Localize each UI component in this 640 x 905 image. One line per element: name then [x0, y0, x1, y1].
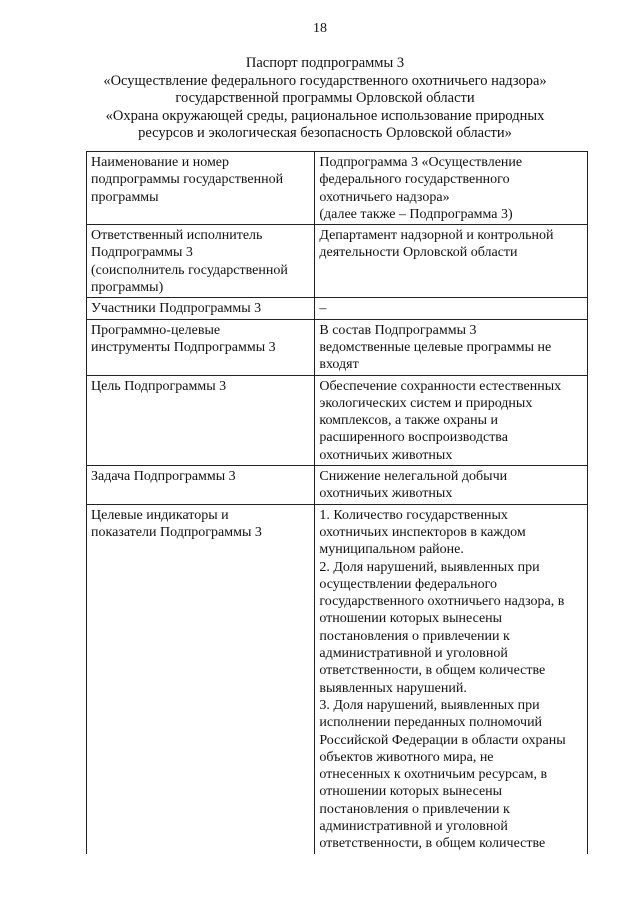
- row-value-line: постановления о привлечении к: [319, 801, 510, 817]
- row-value-line: отношении которых вынесены: [319, 611, 503, 627]
- title-line: ресурсов и экологическая безопасность Орловской области»: [138, 125, 512, 141]
- row-value-line: 2. Доля нарушений, выявленных при: [319, 559, 540, 575]
- row-value-line: В состав Подпрограммы 3: [319, 322, 477, 338]
- row-label-line: показатели Подпрограммы 3: [91, 524, 262, 540]
- row-value-line: Российской Федерации в области охраны: [319, 732, 566, 748]
- row-value-line: отнесенных к охотничьим ресурсам, в: [319, 767, 548, 783]
- row-value-line: Обеспечение сохранности естественных: [319, 378, 562, 394]
- row-value-line: (далее также – Подпрограмма 3): [319, 206, 513, 222]
- passport-table: [86, 151, 588, 854]
- row-value-line: ответственности, в общем количестве: [319, 663, 546, 679]
- row-value-line: расширенного воспроизводства: [319, 430, 508, 446]
- row-label-line: программы): [91, 280, 164, 296]
- row-value-line: ведомственные целевые программы не: [319, 339, 552, 355]
- row-value-line: осуществлении федерального: [319, 576, 498, 592]
- table-row: [87, 298, 588, 319]
- title-line: «Охрана окружающей среды, рациональное использование природных: [105, 107, 545, 124]
- row-value-line: охотничьих животных: [319, 486, 453, 502]
- row-value-line: –: [319, 301, 327, 317]
- row-value-line: 3. Доля нарушений, выявленных при: [319, 697, 540, 713]
- row-value-line: 1. Количество государственных: [319, 507, 508, 523]
- row-value-line: экологических систем и природных: [319, 395, 533, 411]
- row-value-cell: [315, 466, 588, 505]
- row-label-line: (соисполнитель государственной: [91, 262, 288, 278]
- row-value-line: охотничьих инспекторов в каждом: [319, 524, 526, 540]
- row-value-line: административной и уголовной: [319, 646, 508, 662]
- row-label-cell: [87, 375, 315, 465]
- row-value-line: выявленных нарушений.: [319, 680, 467, 696]
- row-value-cell: [315, 504, 588, 853]
- passport-table-body: [87, 152, 588, 854]
- row-label-line: Целевые индикаторы и: [91, 507, 229, 523]
- row-value-cell: [315, 319, 588, 375]
- row-label-line: Задача Подпрограммы 3: [91, 469, 236, 485]
- row-label-cell: [87, 225, 315, 298]
- row-value-line: объектов животного мира, не: [319, 749, 494, 765]
- page-number: 18: [313, 21, 327, 36]
- row-label-cell: [87, 319, 315, 375]
- row-label-line: Подпрограммы 3: [91, 245, 193, 261]
- row-label-line: Программно-целевые: [91, 322, 221, 338]
- row-label-line: Участники Подпрограммы 3: [91, 301, 262, 317]
- row-value-line: муниципальном районе.: [319, 542, 464, 558]
- row-value-line: государственного охотничьего надзора, в: [319, 594, 565, 610]
- table-row: [87, 319, 588, 375]
- title-line: Паспорт подпрограммы 3: [245, 55, 405, 71]
- table-row: [87, 466, 588, 505]
- row-value-line: деятельности Орловской области: [319, 245, 518, 261]
- row-label-cell: [87, 152, 315, 225]
- row-label-cell: [87, 504, 315, 853]
- row-label-line: программы: [91, 189, 159, 205]
- row-value-cell: [315, 225, 588, 298]
- row-label-cell: [87, 298, 315, 319]
- row-label-line: Наименование и номер: [91, 155, 230, 170]
- row-value-cell: [315, 152, 588, 225]
- row-value-line: административной и уголовной: [319, 818, 508, 834]
- document-title: [60, 55, 590, 143]
- row-label-cell: [87, 466, 315, 505]
- table-row: [87, 152, 588, 225]
- table-row: [87, 504, 588, 853]
- row-value-line: исполнении переданных полномочий: [319, 715, 543, 731]
- row-value-cell: [315, 375, 588, 465]
- row-value-line: Департамент надзорной и контрольной: [319, 228, 554, 244]
- row-value-line: ответственности, в общем количестве: [319, 836, 546, 852]
- row-value-line: Снижение нелегальной добычи: [319, 469, 508, 485]
- row-label-line: Цель Подпрограммы 3: [91, 378, 227, 394]
- table-row: [87, 375, 588, 465]
- row-value-line: комплексов, а также охраны и: [319, 413, 498, 429]
- row-value-cell: [315, 298, 588, 319]
- row-label-line: Ответственный исполнитель: [91, 228, 263, 244]
- row-value-line: Подпрограмма 3 «Осуществление: [319, 155, 523, 170]
- row-value-line: федерального государственного: [319, 172, 510, 188]
- title-line: государственной программы Орловской области: [175, 90, 475, 106]
- row-value-line: охотничьего надзора»: [319, 189, 450, 205]
- row-label-line: инструменты Подпрограммы 3: [91, 339, 276, 355]
- row-value-line: постановления о привлечении к: [319, 628, 510, 644]
- row-value-line: охотничьих животных: [319, 447, 453, 463]
- table-row: [87, 225, 588, 298]
- title-line: «Осуществление федерального государственного охотничьего надзора»: [103, 72, 547, 89]
- row-label-line: подпрограммы государственной: [91, 172, 284, 188]
- row-value-line: входят: [319, 357, 359, 373]
- row-value-line: отношении которых вынесены: [319, 784, 503, 800]
